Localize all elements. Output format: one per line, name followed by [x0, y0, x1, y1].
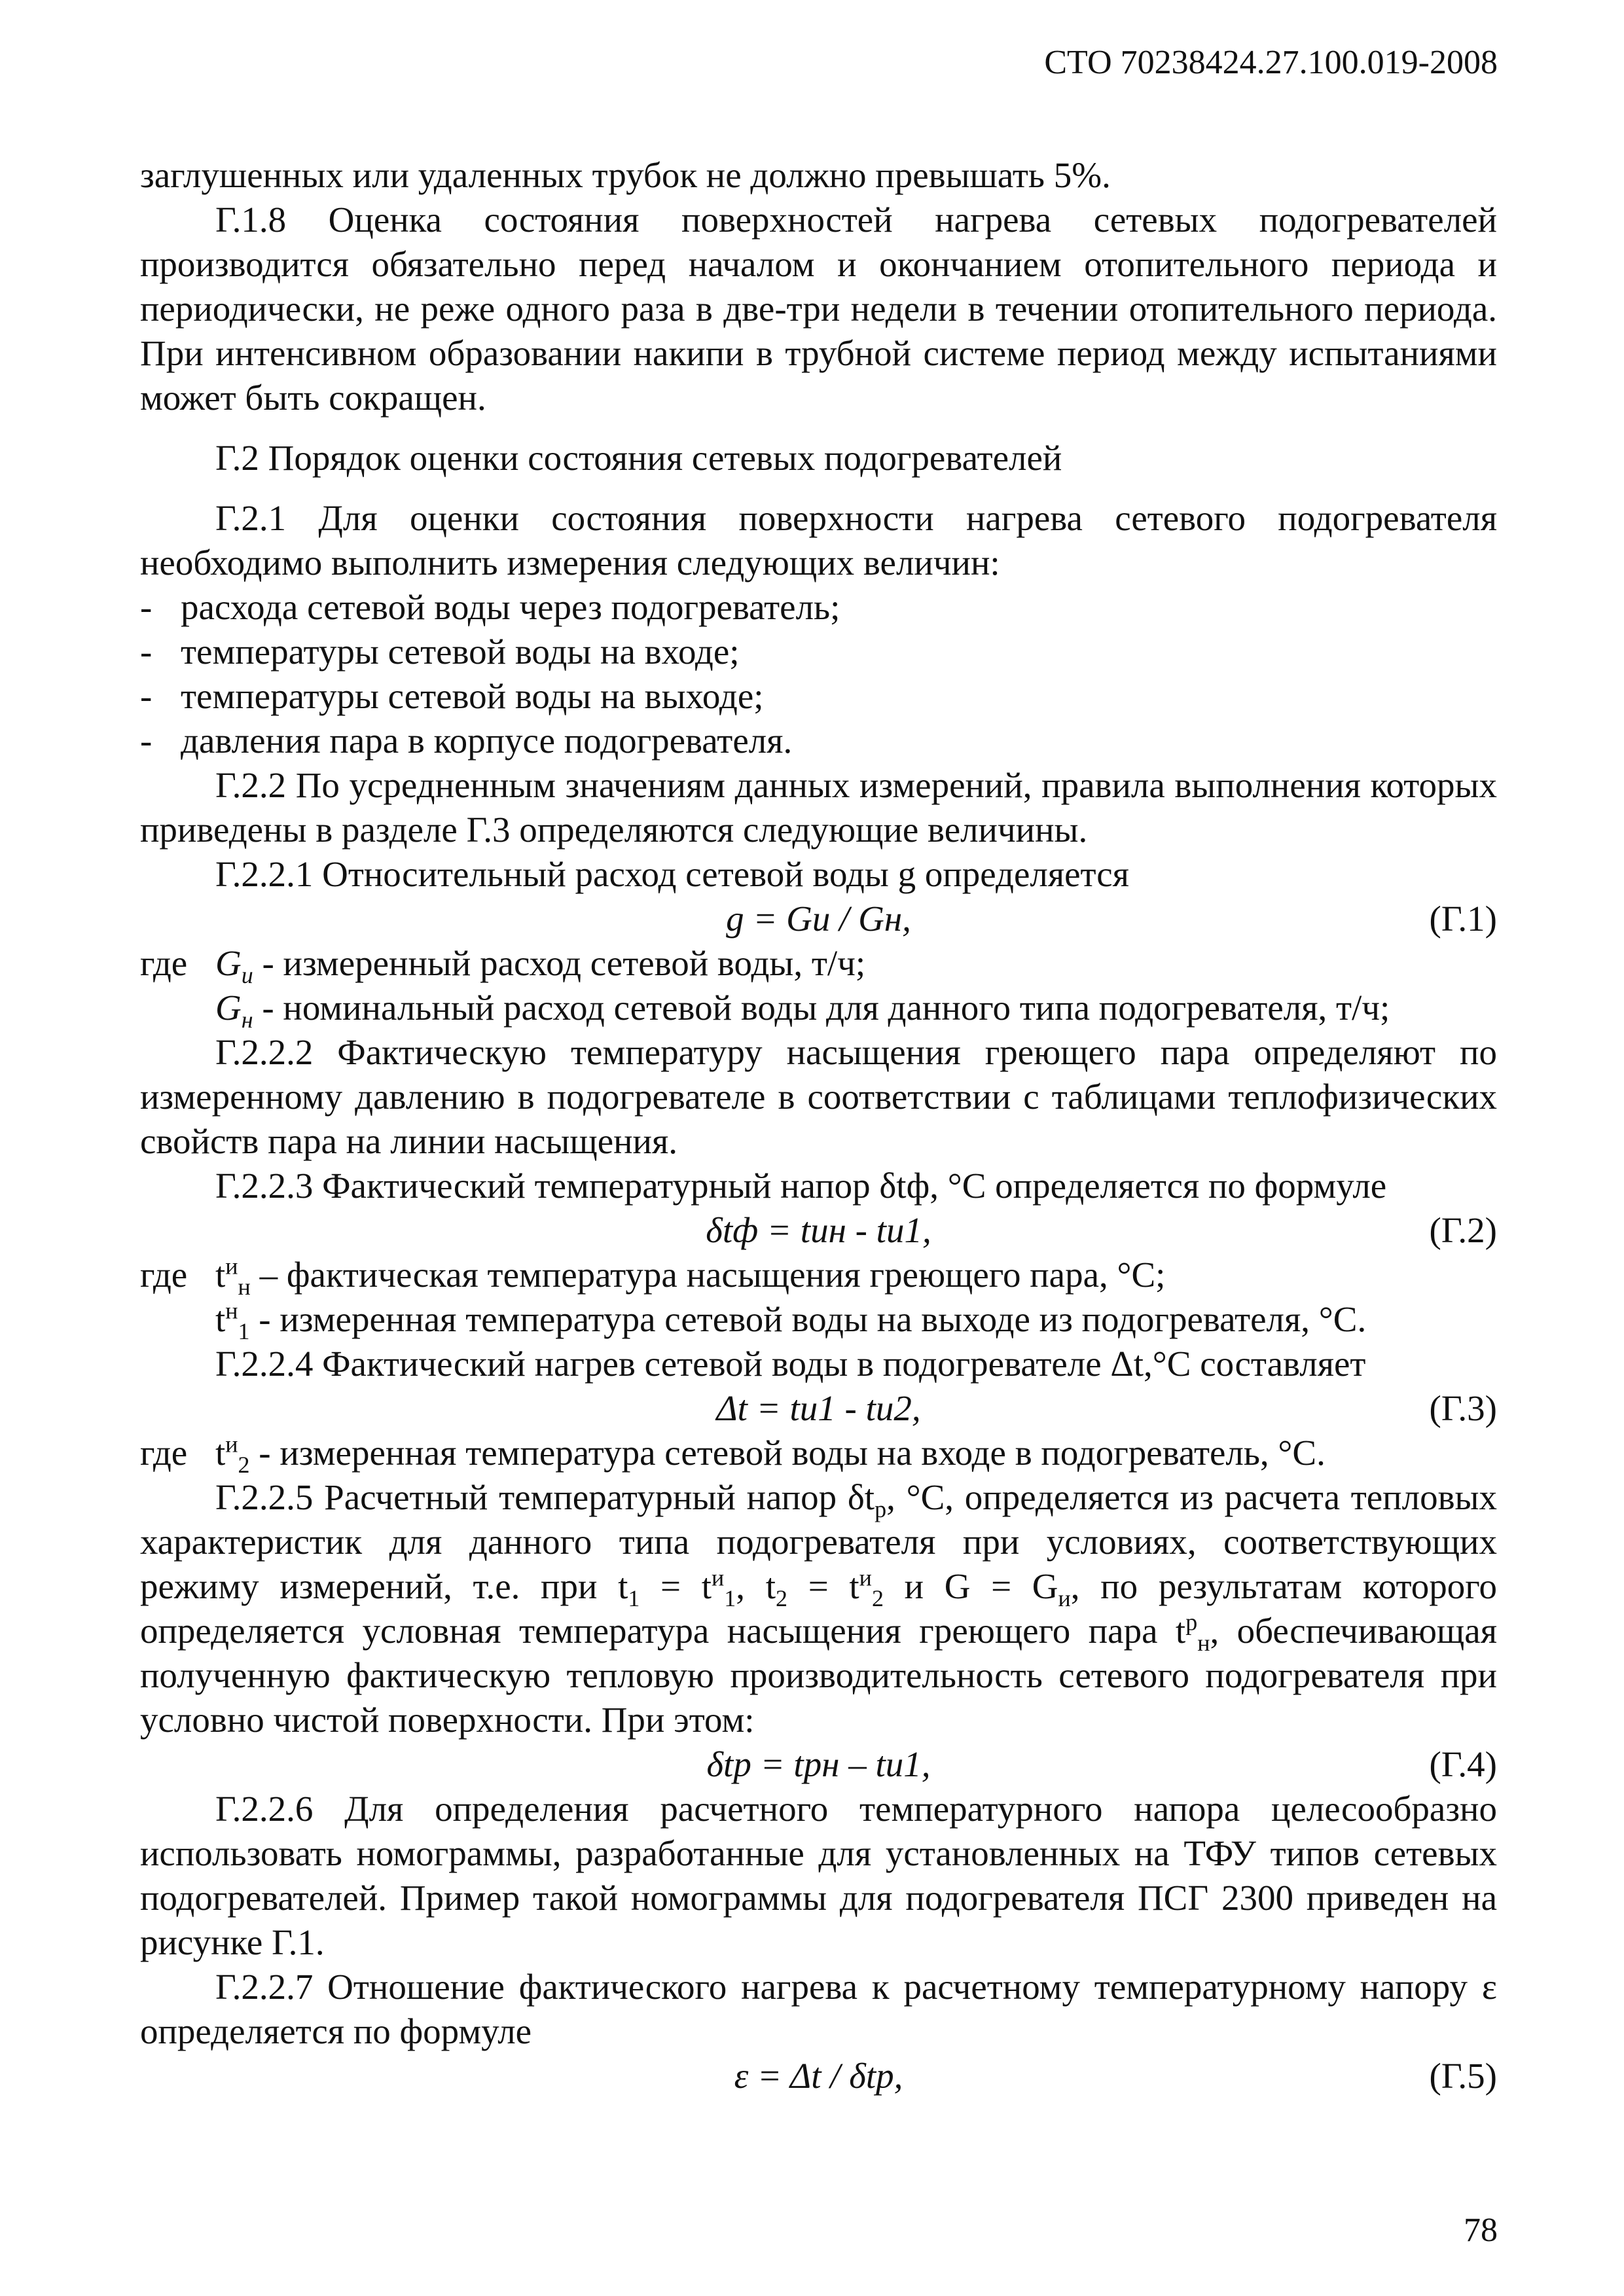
paragraph-g-2-1: Г.2.1 Для оценки состояния поверхности нагрева сетевого подогревателя необходимо выполнить измерения следующих величин:: [140, 498, 1497, 583]
text-run: , °C, определяется из расчета тепловых характеристик для данного типа подогревателя при условиях, соответствующих режиму измерений, т.е. при t: [140, 1477, 1497, 1606]
list-item-text: температуры сетевой воды на входе;: [181, 632, 740, 672]
paragraph-g-1-8: Г.1.8 Оценка состояния поверхностей нагрева сетевых подогревателей производится обязательно перед началом и окончанием отопительного периода и периодически, не реже одного раза в две-три недели в течении отопительного периода. При интенсивном образовании накипи в трубной системе период между испытаниями может быть сокращен.: [140, 200, 1497, 418]
symbol: G: [215, 943, 242, 983]
page-number: 78: [1464, 2212, 1498, 2249]
where-definition: [215, 1431, 1326, 1478]
symbol: t: [215, 1255, 226, 1295]
text-run: Г.2.2.5 Расчетный температурный напор δt: [215, 1477, 875, 1517]
list-item: [140, 719, 1497, 763]
text-run: , по результатам которого определяется условная температура насыщения греющего пара t: [140, 1566, 1497, 1651]
text-subscript: p: [875, 1496, 887, 1522]
list-item: [140, 674, 1497, 719]
formula-text: Δt = tи1 - tи2,: [716, 1388, 921, 1428]
symbol-subscript: 2: [238, 1452, 250, 1478]
text-superscript: p: [1185, 1609, 1198, 1636]
text-run: = t: [787, 1566, 859, 1606]
text-run: , t: [736, 1566, 776, 1606]
formula-number: (Г.2): [1429, 1210, 1497, 1250]
text-run: и G = G: [883, 1566, 1058, 1606]
where-label: где: [140, 943, 188, 983]
definition-text: - измеренная температура сетевой воды на выходе из подогревателя, °C.: [249, 1299, 1367, 1339]
where-definition: [215, 1253, 1166, 1300]
formula-text: ε = Δt / δtp,: [734, 2056, 903, 2096]
formula-g-3: [140, 1386, 1497, 1431]
list-dash: -: [140, 721, 153, 761]
where-label: где: [140, 1255, 188, 1295]
list-dash: -: [140, 676, 153, 716]
text-run: , обеспечивающая полученную фактическую тепловую производительность сетевого подогревателя при условно чистой поверхности. При этом:: [140, 1611, 1497, 1740]
text-superscript: и: [712, 1564, 725, 1591]
definition-text: - измеренный расход сетевой воды, т/ч;: [253, 943, 866, 983]
page-content: [140, 153, 1497, 2098]
symbol-subscript: н: [241, 1007, 253, 1033]
text-subscript: 2: [871, 1585, 884, 1611]
paragraph-g-2-2-1: Г.2.2.1 Относительный расход сетевой воды g определяется: [215, 854, 1129, 894]
definition-text: - номинальный расход сетевой воды для данного типа подогревателя, т/ч;: [253, 988, 1390, 1028]
list-item-text: температуры сетевой воды на выходе;: [181, 676, 764, 716]
text-subscript: 1: [724, 1585, 736, 1611]
measurement-list: [140, 585, 1497, 763]
symbol: G: [215, 988, 242, 1028]
symbol-subscript: и: [241, 962, 253, 988]
text-subscript: 2: [776, 1585, 788, 1611]
formula-number: (Г.5): [1429, 2056, 1497, 2096]
formula-number: (Г.4): [1429, 1744, 1497, 1784]
paragraph-g-2-2-3: Г.2.2.3 Фактический температурный напор δtф, °C определяется по формуле: [215, 1166, 1387, 1206]
formula-text: g = Gи / Gн,: [726, 899, 911, 939]
paragraph-g-2-2-7: Г.2.2.7 Отношение фактического нагрева к расчетному температурному напору ε определяется по формуле: [140, 1967, 1497, 2051]
list-item-text: расхода сетевой воды через подогреватель;: [181, 587, 840, 627]
symbol: t: [215, 1299, 226, 1339]
list-item: [140, 630, 1497, 674]
where-definition: [140, 986, 1497, 1033]
text-subscript: и: [1058, 1585, 1071, 1611]
formula-text: δtф = tин - tи1,: [706, 1210, 931, 1250]
formula-g-2: [140, 1208, 1497, 1253]
paragraph-g-2-2-5: [140, 1475, 1497, 1742]
where-definition: [215, 941, 865, 986]
symbol: t: [215, 1433, 226, 1473]
definition-text: – фактическая температура насыщения греющего пара, °C;: [250, 1255, 1166, 1295]
paragraph-g-2-2: Г.2.2 По усредненным значениям данных измерений, правила выполнения которых приведены в разделе Г.3 определяются следующие величины.: [140, 765, 1497, 850]
symbol-superscript: и: [225, 1253, 238, 1280]
formula-text: δtp = tpн – tи1,: [706, 1744, 931, 1784]
paragraph-g-2-2-2: Г.2.2.2 Фактическую температуру насыщения греющего пара определяют по измеренному давлению в подогревателе в соответствии с таблицами теплофизических свойств пара на линии насыщения.: [140, 1032, 1497, 1161]
formula-number: (Г.3): [1429, 1388, 1497, 1428]
text-subscript: 1: [628, 1585, 640, 1611]
symbol-superscript: и: [225, 1431, 238, 1458]
formula-g-1: [140, 897, 1497, 941]
text-run: = t: [640, 1566, 712, 1606]
symbol-subscript: 1: [238, 1318, 250, 1344]
definition-text: - измеренная температура сетевой воды на входе в подогреватель, °C.: [249, 1433, 1326, 1473]
where-definition: [140, 1297, 1497, 1342]
paragraph-g-2-2-4: Г.2.2.4 Фактический нагрев сетевой воды в подогревателе Δt,°C составляет: [215, 1344, 1366, 1384]
symbol-superscript: н: [225, 1297, 238, 1324]
formula-g-5: [140, 2054, 1497, 2098]
list-item-text: давления пара в корпусе подогревателя.: [181, 721, 793, 761]
paragraph-continuation: заглушенных или удаленных трубок не должно превышать 5%.: [140, 155, 1111, 195]
text-superscript: и: [859, 1564, 872, 1591]
document-code-header: СТО 70238424.27.100.019-2008: [1044, 44, 1498, 81]
formula-number: (Г.1): [1429, 899, 1497, 939]
where-line: [140, 941, 1497, 986]
text-subscript: н: [1197, 1630, 1210, 1656]
where-label: где: [140, 1433, 188, 1473]
paragraph-g-2-2-6: Г.2.2.6 Для определения расчетного температурного напора целесообразно использовать номограммы, разработанные для установленных на ТФУ типов сетевых подогревателей. Пример такой номограммы для подогревателя ПСГ 2300 приведен на рисунке Г.1.: [140, 1789, 1497, 1962]
symbol-subscript: н: [238, 1274, 251, 1300]
formula-g-4: [140, 1742, 1497, 1787]
list-item: [140, 585, 1497, 630]
where-line: [140, 1253, 1497, 1300]
where-line: [140, 1431, 1497, 1478]
list-dash: -: [140, 587, 153, 627]
section-heading-g-2: Г.2 Порядок оценки состояния сетевых подогревателей: [215, 438, 1062, 478]
list-dash: -: [140, 632, 153, 672]
